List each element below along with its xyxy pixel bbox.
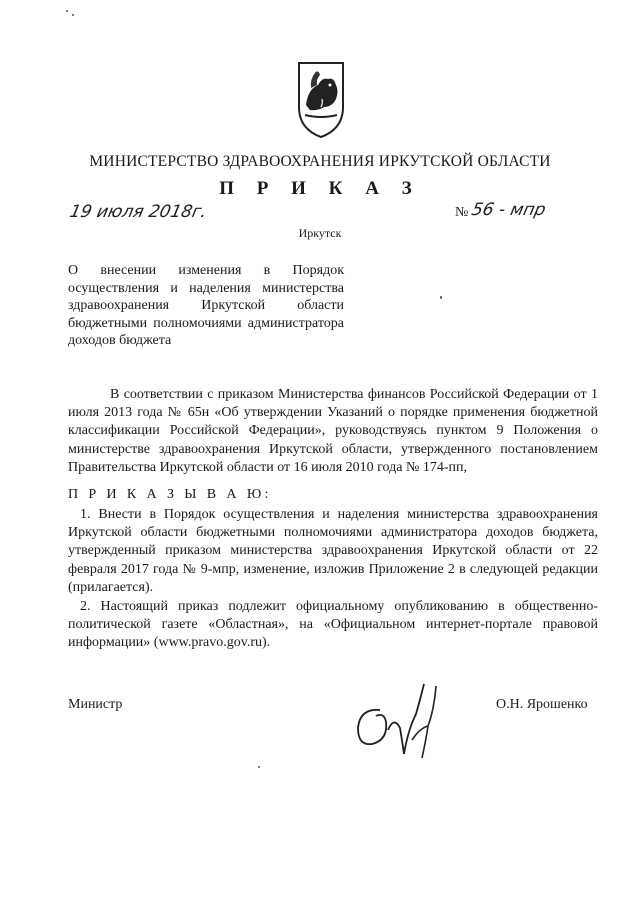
- order-date: 19 июля 2018г.: [67, 202, 209, 222]
- order-subject: О внесении изменения в Порядок осуществления и наделения министерства здравоохранения Иркутской области бюджетными полномочиями администратора доходов бюджета: [68, 263, 344, 348]
- scan-speck: [66, 10, 68, 12]
- preamble-paragraph: В соответствии с приказом Министерства финансов Российской Федерации от 1 июля 2013 года № 65н «Об утверждении Указаний о порядке применения бюджетной классификации Российской Федерации», руководствуясь пунктом 9 Положения о министерстве здравоохранения Иркутской области, утвержденного постановлением Правительства Иркутской области от 16 июля 2010 года № 174-пп,: [68, 387, 598, 475]
- scan-speck: [72, 14, 74, 16]
- scan-speck: [258, 766, 260, 768]
- order-heading: П Р И К А З Ы В А Ю:: [68, 487, 272, 502]
- order-number: 56 - мпр: [469, 200, 548, 220]
- city-name: Иркутск: [298, 226, 342, 240]
- coat-of-arms-icon: [296, 55, 346, 140]
- document-type-title: П Р И К А З: [219, 178, 421, 199]
- ministry-name: МИНИСТЕРСТВО ЗДРАВООХРАНЕНИЯ ИРКУТСКОЙ ОБЛАСТИ: [89, 153, 551, 170]
- order-number-label: №: [455, 205, 469, 220]
- scan-speck: [440, 296, 442, 299]
- signature-icon: [350, 670, 460, 770]
- order-item-1: 1. Внести в Порядок осуществления и наделения министерства здравоохранения Иркутской области бюджетными полномочиями администратора доходов бюджета, утвержденный приказом министерства здравоохранения Иркутской области от 22 февраля 2017 года № 9-мпр, изменение, изложив Приложение 2 в следующей редакции (прилагается).: [68, 507, 598, 595]
- signatory-position: Министр: [68, 697, 123, 712]
- order-item-2: 2. Настоящий приказ подлежит официальному опубликованию в общественно-политической газете «Областная», на «Официальном интернет-портале правовой информации» (www.pravo.gov.ru).: [68, 599, 598, 651]
- signatory-name: О.Н. Ярошенко: [496, 697, 588, 712]
